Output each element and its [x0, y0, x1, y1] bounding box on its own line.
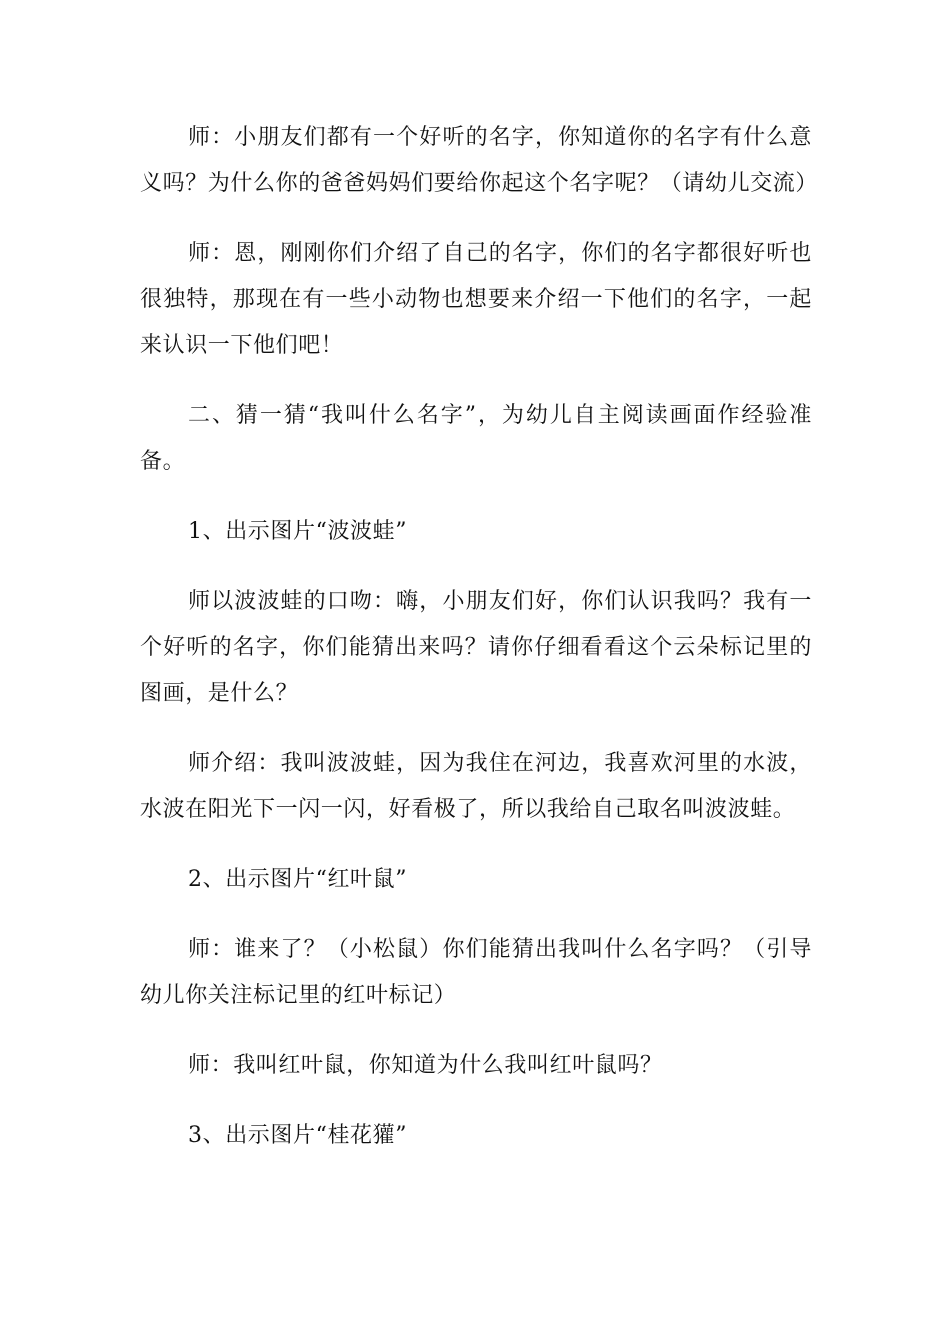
paragraph-red-leaf-mouse-question: 师：谁来了？（小松鼠）你们能猜出我叫什么名字吗？（引导幼儿你关注标记里的红叶标记） [140, 937, 812, 1008]
step-heading-bobo-frog: 1、出示图片“波波蛙” [188, 519, 408, 544]
paragraph-bobo-frog-intro: 师介绍：我叫波波蛙，因为我住在河边，我喜欢河里的水波，水波在阳光下一闪一闪，好看极了，所以我给自己取名叫波波蛙。 [140, 751, 812, 822]
paragraph-red-leaf-mouse-intro: 师：我叫红叶鼠，你知道为什么我叫红叶鼠吗？ [188, 1053, 663, 1078]
step-heading-red-leaf-mouse: 2、出示图片“红叶鼠” [188, 867, 408, 892]
paragraph-bobo-frog-voice: 师以波波蛙的口吻：嗨，小朋友们好，你们认识我吗？我有一个好听的名字，你们能猜出来吗？请你仔细看看这个云朵标记里的图画，是什么？ [140, 589, 812, 706]
document-body [140, 115, 819, 1183]
step-heading-osmanthus-badger: 3、出示图片“桂花獾” [188, 1123, 408, 1148]
paragraph-teacher-transition: 师：恩，刚刚你们介绍了自己的名字，你们的名字都很好听也很独特，那现在有一些小动物也想要来介绍一下他们的名字，一起来认识一下他们吧！ [140, 241, 812, 358]
paragraph-teacher-intro-question: 师：小朋友们都有一个好听的名字，你知道你的名字有什么意义吗？为什么你的爸爸妈妈们要给你起这个名字呢？（请幼儿交流） [140, 125, 819, 196]
section-heading-guess-name: 二、猜一猜“我叫什么名字”，为幼儿自主阅读画面作经验准备。 [140, 403, 812, 474]
